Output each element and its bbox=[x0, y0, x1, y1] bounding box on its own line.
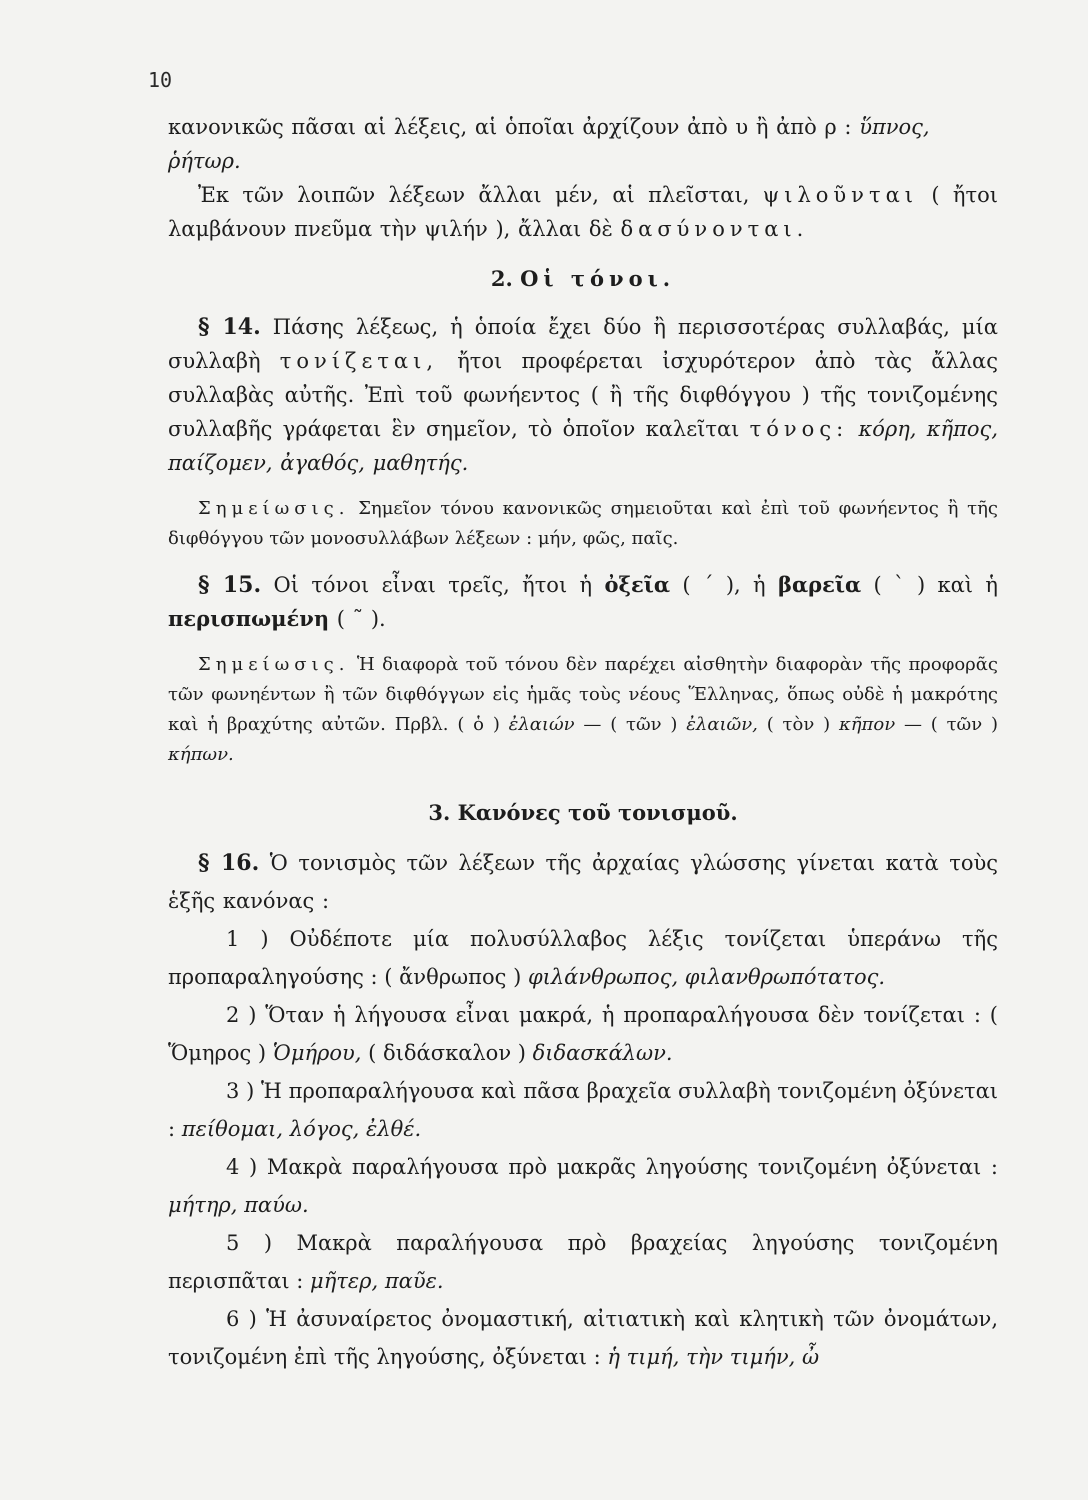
page-number: 10 bbox=[148, 68, 173, 92]
term-dasynontai: δασύνονται. bbox=[620, 217, 809, 241]
rule-2 bbox=[168, 996, 998, 1072]
section-15-mark: § 15. bbox=[198, 572, 262, 598]
note-15-text-d: — ( τῶν ) bbox=[895, 714, 999, 735]
term-bareia: βαρεῖα bbox=[778, 572, 862, 597]
intro-example-1: ὕπνος, bbox=[859, 115, 930, 139]
section-15-text-a: Οἱ τόνοι εἶναι τρεῖς, ἤτοι ἡ bbox=[261, 573, 605, 597]
rule-2-example-a: Ὁμήρου, bbox=[272, 1041, 362, 1065]
rule-5-text: 5 ) Μακρὰ παραλήγουσα πρὸ βραχείας ληγούσης τονιζομένη περισπᾶται : bbox=[168, 1231, 998, 1293]
rule-2-text: 2 ) Ὅταν ἡ λήγουσα εἶναι μακρά, ἡ προπαραλήγουσα δὲν τονίζεται : ( Ὅμηρος ) bbox=[168, 1003, 998, 1065]
rule-1-text: 1 ) Οὐδέποτε μία πολυσύλλαβος λέξις τονίζεται ὑπεράνω τῆς προπαραληγούσης : ( ἄνθρωπος ) bbox=[168, 927, 998, 989]
term-psilountai: ψιλοῦνται bbox=[762, 183, 918, 207]
section-14-examples: κόρη, κῆπος, παίζομεν, ἀγαθός, μαθητής. bbox=[168, 417, 998, 475]
intro-example-2: ῥήτωρ. bbox=[168, 149, 241, 173]
rule-3-examples: πείθομαι, λόγος, ἐλθέ. bbox=[181, 1117, 422, 1141]
section-16-mark: § 16. bbox=[198, 850, 260, 876]
section-15-text-c: ( ` ) καὶ ἡ bbox=[861, 573, 998, 597]
rule-5-examples: μῆτερ, παῦε. bbox=[310, 1269, 444, 1293]
note-14 bbox=[168, 494, 998, 554]
rule-5 bbox=[168, 1224, 998, 1300]
paragraph-intro bbox=[168, 110, 998, 178]
breathing-text-a: Ἐκ τῶν λοιπῶν λέξεων ἄλλαι μέν, αἱ πλεῖσται, bbox=[198, 183, 763, 207]
heading-accents bbox=[168, 262, 998, 296]
section-14-text-a: Πάσης λέξεως, ἡ ὁποία ἔχει δύο ἢ περισσοτέρας συλλαβάς, μία συλλαβὴ bbox=[168, 315, 998, 373]
rule-1-examples: φιλάνθρωπος, φιλανθρωπότατος. bbox=[527, 965, 886, 989]
rule-1 bbox=[168, 920, 998, 996]
rule-4 bbox=[168, 1148, 998, 1224]
note-15-example-b: ἐλαιῶν, bbox=[686, 714, 758, 735]
section-16 bbox=[168, 844, 998, 920]
main-text bbox=[168, 110, 998, 1376]
heading-rules-title: Κανόνες τοῦ τονισμοῦ. bbox=[457, 800, 738, 825]
note-14-text: Σημεῖον τόνου κανονικῶς σημειοῦται καὶ ἐπὶ τοῦ φωνήεντος ἢ τῆς διφθόγγου τῶν μονοσυλλάβων λέξεων : μήν, φῶς, παῖς. bbox=[168, 498, 998, 549]
rule-4-text: 4 ) Μακρὰ παραλήγουσα πρὸ μακρᾶς ληγούσης τονιζομένη ὀξύνεται : bbox=[226, 1155, 998, 1179]
term-oxeia: ὀξεῖα bbox=[604, 572, 671, 597]
section-14-mark: § 14. bbox=[198, 314, 261, 340]
term-tonos: τόνος: bbox=[749, 417, 849, 441]
rule-4-examples: μήτηρ, παύω. bbox=[168, 1193, 309, 1217]
note-15-label: Σημείωσις. bbox=[198, 654, 350, 675]
note-15-text-b: — ( τῶν ) bbox=[574, 714, 687, 735]
section-15-text-d: ( ῀ ). bbox=[329, 607, 386, 631]
rule-2-text-b: ( διδάσκαλον ) bbox=[361, 1041, 533, 1065]
rule-6 bbox=[168, 1300, 998, 1376]
section-14 bbox=[168, 310, 998, 480]
note-14-label: Σημείωσις. bbox=[198, 498, 350, 519]
note-15-example-a: ἐλαιών bbox=[508, 714, 575, 735]
heading-rules-number: 3. bbox=[428, 800, 458, 825]
note-15-text-c: ( τὸν ) bbox=[757, 714, 839, 735]
rule-3 bbox=[168, 1072, 998, 1148]
section-14-text-b: ἤτοι προφέρεται ἰσχυρότερον ἀπὸ τὰς ἄλλας συλλαβὰς αὐτῆς. Ἐπὶ τοῦ φωνήεντος ( ἢ τῆς διφθόγγου ) τῆς τονιζομένης συλλαβῆς γράφεται ἓν σημεῖον, τὸ ὁποῖον καλεῖται bbox=[168, 349, 998, 441]
rule-6-examples: ἡ τιμή, τὴν τιμήν, ὦ bbox=[607, 1345, 820, 1369]
term-perispomeni: περισπωμένη bbox=[168, 606, 330, 631]
note-15-text-a: Ἡ διαφορὰ τοῦ τόνου δὲν παρέχει αἰσθητὴν διαφορὰν τῆς προφορᾶς τῶν φωνηέντων ἢ τῶν διφθόγγων εἰς ἡμᾶς τοὺς νέους Ἕλληνας, ὅπως οὐδὲ ἡ μακρότης καὶ ἡ βραχύτης αὐτῶν. Πρβλ. ( ὁ ) bbox=[168, 654, 998, 735]
heading-rules bbox=[168, 796, 998, 830]
section-15-text-b: ( ΄ ), ἡ bbox=[670, 573, 778, 597]
rule-6-text: 6 ) Ἡ ἀσυναίρετος ὀνομαστική, αἰτιατικὴ καὶ κλητικὴ τῶν ὀνομάτων, τονιζομένη ἐπὶ τῆς ληγούσης, ὀξύνεται : bbox=[168, 1307, 998, 1369]
rule-2-example-b: διδασκάλων. bbox=[532, 1041, 673, 1065]
paragraph-breathing bbox=[168, 178, 998, 246]
term-tonizetai: τονίζεται, bbox=[279, 349, 439, 373]
heading-accents-title: Οἱ τόνοι. bbox=[520, 266, 676, 291]
note-15 bbox=[168, 650, 998, 770]
note-15-example-d: κήπων. bbox=[168, 744, 234, 765]
breathing-text-b: ( ἤτοι λαμβάνουν πνεῦμα τὴν ψιλήν ), ἄλλαι δὲ bbox=[168, 183, 999, 241]
note-15-example-c: κῆπον bbox=[838, 714, 896, 735]
heading-accents-number: 2. bbox=[490, 266, 521, 291]
rule-3-text: 3 ) Ἡ προπαραλήγουσα καὶ πᾶσα βραχεῖα συλλαβὴ τονιζομένη ὀξύνεται : bbox=[168, 1079, 998, 1141]
section-15 bbox=[168, 568, 998, 636]
section-16-text: Ὁ τονισμὸς τῶν λέξεων τῆς ἀρχαίας γλώσσης γίνεται κατὰ τοὺς ἑξῆς κανόνας : bbox=[168, 851, 998, 913]
intro-text: κανονικῶς πᾶσαι αἱ λέξεις, αἱ ὁποῖαι ἀρχίζουν ἀπὸ υ ἢ ἀπὸ ρ : bbox=[168, 115, 860, 139]
